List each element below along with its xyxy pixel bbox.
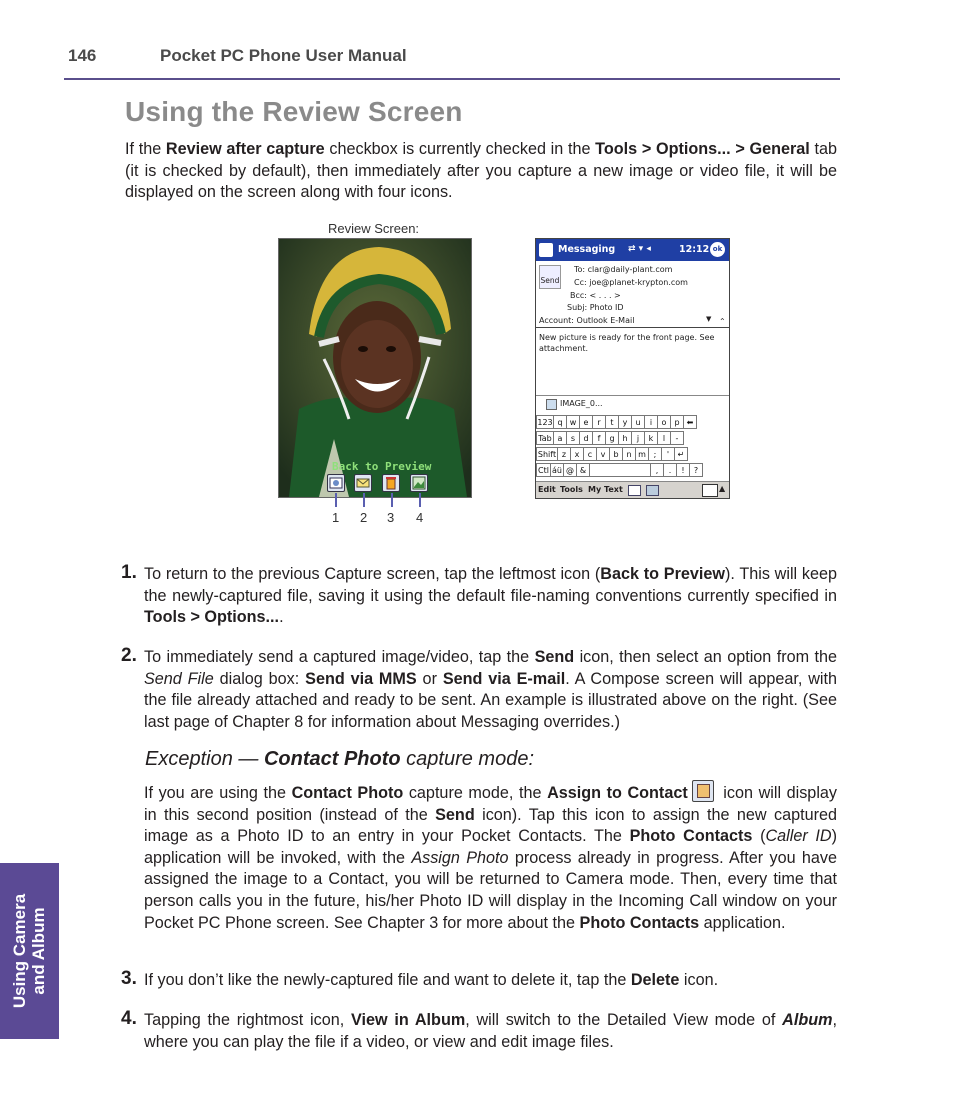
key[interactable]: g	[605, 431, 619, 445]
key[interactable]: x	[570, 447, 584, 461]
divider	[536, 327, 729, 328]
key[interactable]: f	[592, 431, 606, 445]
key[interactable]: .	[663, 463, 677, 477]
key[interactable]: k	[644, 431, 658, 445]
cc-field[interactable]: Cc: joe@planet-krypton.com	[574, 278, 688, 287]
keyboard-row-3	[536, 447, 687, 462]
menu-bar	[536, 481, 729, 499]
key[interactable]: ,	[650, 463, 664, 477]
football-player-image	[279, 239, 471, 497]
collapse-icon[interactable]: ⌃	[719, 317, 726, 326]
attachment-icon[interactable]	[546, 399, 557, 410]
title-bar	[536, 239, 729, 261]
key[interactable]: ?	[689, 463, 703, 477]
icon-number-4: 4	[416, 510, 424, 525]
menu-edit[interactable]: Edit	[538, 485, 556, 494]
key[interactable]: d	[579, 431, 593, 445]
item-3-text: If you don’t like the newly-captured file and want to delete it, tap the Delete icon.	[144, 971, 719, 989]
manual-title: Pocket PC Phone User Manual	[160, 46, 407, 65]
key[interactable]: y	[618, 415, 632, 429]
send-button[interactable]: Send	[539, 265, 561, 289]
key[interactable]	[589, 463, 651, 477]
key[interactable]: !	[676, 463, 690, 477]
start-flag-icon[interactable]	[539, 243, 553, 257]
keyboard-row-1	[536, 415, 696, 430]
keyboard-row-2	[536, 431, 683, 446]
figure-caption: Review Screen:	[328, 221, 420, 236]
icon-number-1: 1	[332, 510, 340, 525]
key[interactable]: z	[557, 447, 571, 461]
keyboard-row-4	[536, 463, 702, 478]
key[interactable]: -	[670, 431, 684, 445]
key[interactable]: b	[609, 447, 623, 461]
icon-number-2: 2	[360, 510, 368, 525]
attachment-name[interactable]: IMAGE_0...	[560, 399, 603, 408]
key[interactable]: Tab	[536, 431, 554, 445]
message-body[interactable]: New picture is ready for the front page. See attachment.	[539, 333, 715, 353]
exception-text: If you are using the Contact Photo capture mode, the Assign to Contact icon will display in this second position (instead of the Send icon). Tap this icon to assign the new captured image as a Photo ID to an entry in your Pocket Contacts. The Photo Contacts (Caller ID) application will be invoked, with the Assign Photo process already in progress. After you have assigned the image to a Contact, you will be returned to Camera mode. Then, every time that person calls you in the future, his/her Photo ID will display in the Incoming Call window on your Pocket PC Phone screen. See Chapter 3 for more about the Photo Contacts application.	[144, 780, 837, 934]
insert-icon[interactable]	[646, 485, 659, 496]
key[interactable]: '	[661, 447, 675, 461]
item-2-text: To immediately send a captured image/video, tap the Send icon, then select an option from the Send File dialog box: Send via MMS or Send via E-mail. A Compose screen will appear, with the file already attached and ready to be sent. An example is illustrated above on the right. (See last page of Chapter 8 for information about Messaging overrides.)	[144, 648, 838, 731]
to-field[interactable]: To: clar@daily-plant.com	[574, 265, 673, 274]
item-number-2: 2.	[121, 645, 137, 666]
key[interactable]: ↵	[674, 447, 688, 461]
exception-heading: Exception — Contact Photo capture mode:	[145, 748, 535, 770]
ok-button[interactable]: ok	[710, 242, 725, 257]
review-screen-photo	[278, 238, 472, 498]
dropdown-arrow-icon[interactable]: ▼	[706, 315, 712, 323]
menu-my-text[interactable]: My Text	[588, 485, 623, 494]
key[interactable]: m	[635, 447, 649, 461]
delete-icon[interactable]	[382, 474, 400, 492]
side-tab-label: Using Camera and Album	[10, 893, 48, 1009]
key[interactable]: @	[563, 463, 577, 477]
subject-field[interactable]: Subj: Photo ID	[567, 303, 624, 312]
key[interactable]: áü	[550, 463, 564, 477]
callout-line	[419, 493, 421, 507]
key[interactable]: u	[631, 415, 645, 429]
view-in-album-icon[interactable]	[410, 474, 428, 492]
clock: 12:12	[679, 244, 710, 255]
key[interactable]: o	[657, 415, 671, 429]
key[interactable]: Ctl	[536, 463, 551, 477]
icon-number-3: 3	[387, 510, 395, 525]
back-to-preview-overlay-text: Back to Preview	[332, 460, 432, 473]
intro-paragraph: If the Review after capture checkbox is currently checked in the Tools > Options... > General tab (it is checked by default), then immediately after you capture a new image or video file, it will be displayed on the screen along with four icons.	[125, 140, 838, 202]
divider	[536, 395, 729, 396]
key[interactable]: c	[583, 447, 597, 461]
key[interactable]: Shift	[536, 447, 558, 461]
key[interactable]: q	[553, 415, 567, 429]
account-field[interactable]: Account: Outlook E-Mail	[539, 316, 635, 325]
menu-tools[interactable]: Tools	[560, 485, 583, 494]
key[interactable]: a	[553, 431, 567, 445]
compose-screen	[535, 238, 730, 499]
key[interactable]: w	[566, 415, 580, 429]
key[interactable]: t	[605, 415, 619, 429]
input-arrow-icon[interactable]: ▲	[719, 484, 726, 493]
item-number-1: 1.	[121, 562, 137, 583]
key[interactable]: r	[592, 415, 606, 429]
key[interactable]: ⬅	[683, 415, 697, 429]
page-number: 146	[68, 46, 97, 65]
back-to-preview-icon[interactable]	[327, 474, 345, 492]
key[interactable]: j	[631, 431, 645, 445]
soft-keyboard	[536, 415, 729, 481]
key[interactable]: p	[670, 415, 684, 429]
header-rule	[64, 78, 840, 80]
item-number-3: 3.	[121, 968, 137, 989]
key[interactable]: n	[622, 447, 636, 461]
key[interactable]: v	[596, 447, 610, 461]
item-1-text: To return to the previous Capture screen, tap the leftmost icon (Back to Preview). This will keep the newly-captured file, saving it using the default file-naming conventions currently specified in Tools > Options....	[144, 565, 838, 627]
key[interactable]: h	[618, 431, 632, 445]
key[interactable]: s	[566, 431, 580, 445]
key[interactable]: 123	[536, 415, 554, 429]
keyboard-icon[interactable]	[702, 484, 718, 497]
callout-line	[335, 493, 337, 507]
item-4-text: Tapping the rightmost icon, View in Album, will switch to the Detailed View mode of Album, where you can play the file if a video, or view and edit image files.	[144, 1011, 837, 1051]
key[interactable]: &	[576, 463, 590, 477]
attach-icon[interactable]	[628, 485, 641, 496]
key[interactable]: i	[644, 415, 658, 429]
callout-line	[391, 493, 393, 507]
key[interactable]: l	[657, 431, 671, 445]
app-title: Messaging	[558, 244, 616, 255]
section-title: Using the Review Screen	[125, 96, 463, 127]
callout-line	[363, 493, 365, 507]
key[interactable]: ;	[648, 447, 662, 461]
assign-to-contact-icon	[692, 780, 714, 802]
item-number-4: 4.	[121, 1008, 137, 1029]
send-icon[interactable]	[354, 474, 372, 492]
status-icons: ⇄ ▾ ◂	[628, 244, 651, 254]
bcc-field[interactable]: Bcc: < . . . >	[570, 291, 621, 300]
key[interactable]: e	[579, 415, 593, 429]
